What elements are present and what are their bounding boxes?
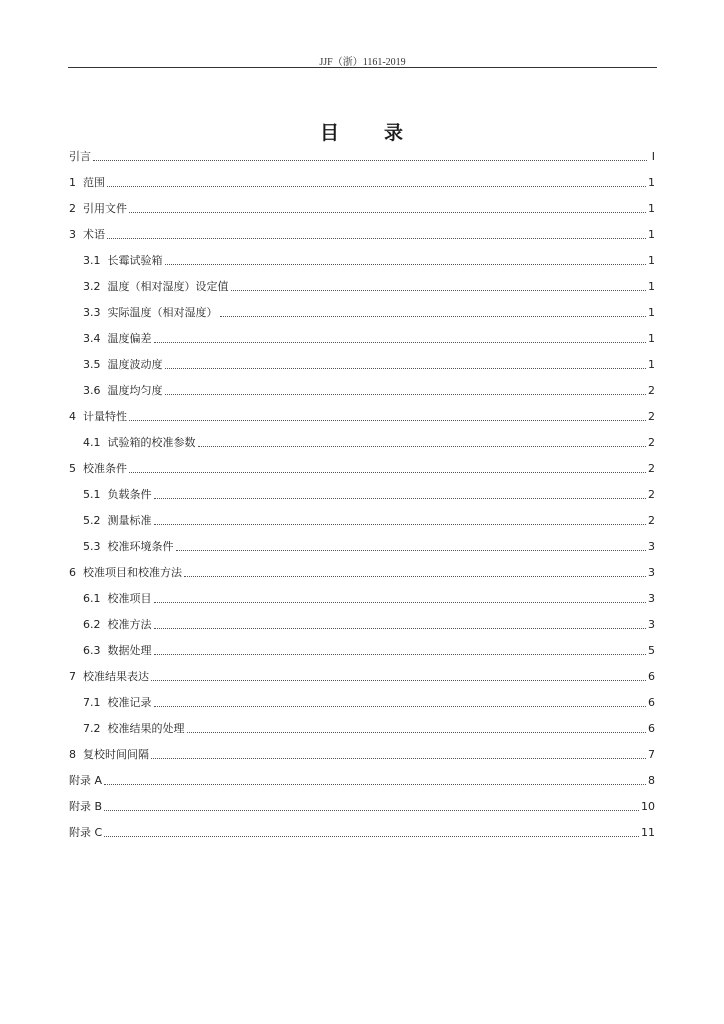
toc-dot-leader xyxy=(129,420,646,421)
toc-entry-label: 4 计量特性 xyxy=(69,410,127,423)
toc-dot-leader xyxy=(151,758,646,759)
toc-entry-page-number: 2 xyxy=(648,409,655,423)
toc-entry-page-number: 6 xyxy=(648,669,655,683)
toc-entry-label: 1 范围 xyxy=(69,176,105,189)
toc-dot-leader xyxy=(220,316,647,317)
toc-entry-label: 3.6 温度均匀度 xyxy=(83,384,163,397)
page-title xyxy=(0,118,724,145)
toc-dot-leader xyxy=(129,212,646,213)
toc-entry-label: 7.1 校准记录 xyxy=(83,696,152,709)
toc-entry[interactable] xyxy=(69,637,655,663)
toc-entry-page-number: 3 xyxy=(648,591,655,605)
toc-entry-page-number: 1 xyxy=(648,201,655,215)
toc-dot-leader xyxy=(165,264,647,265)
toc-entry[interactable] xyxy=(69,195,655,221)
toc-entry-label: 6.2 校准方法 xyxy=(83,618,152,631)
toc-entry-label: 8 复校时间间隔 xyxy=(69,748,149,761)
toc-entry-page-number: 5 xyxy=(648,643,655,657)
header-rule xyxy=(68,67,657,68)
toc-entry-label: 6 校准项目和校准方法 xyxy=(69,566,182,579)
toc-entry[interactable] xyxy=(69,793,655,819)
toc-dot-leader xyxy=(165,368,647,369)
toc-entry-page-number: 6 xyxy=(648,721,655,735)
toc-entry[interactable] xyxy=(69,351,655,377)
toc-entry[interactable] xyxy=(69,299,655,325)
toc-entry[interactable] xyxy=(69,221,655,247)
toc-entry[interactable] xyxy=(69,767,655,793)
title-char-right: 录 xyxy=(384,122,405,144)
toc-dot-leader xyxy=(165,394,647,395)
toc-entry-page-number: 2 xyxy=(648,487,655,501)
toc-entry-label: 5.2 测量标准 xyxy=(83,514,152,527)
toc-entry-page-number: 2 xyxy=(648,461,655,475)
toc-entry-label: 4.1 试验箱的校准参数 xyxy=(83,436,196,449)
toc-entry-label: 附录 C xyxy=(69,826,103,839)
toc-entry[interactable] xyxy=(69,611,655,637)
toc-entry-label: 3.4 温度偏差 xyxy=(83,332,152,345)
toc-entry-page-number: 11 xyxy=(641,825,655,839)
toc-entry[interactable] xyxy=(69,533,655,559)
toc-dot-leader xyxy=(107,186,646,187)
toc-entry[interactable] xyxy=(69,559,655,585)
toc-entry-page-number: 1 xyxy=(648,253,655,267)
toc-entry-page-number: I xyxy=(651,149,655,163)
toc-dot-leader xyxy=(154,654,647,655)
toc-dot-leader xyxy=(107,238,646,239)
toc-dot-leader xyxy=(104,784,646,785)
toc-entry-label: 7.2 校准结果的处理 xyxy=(83,722,185,735)
toc-dot-leader xyxy=(154,524,647,525)
toc-dot-leader xyxy=(231,290,647,291)
toc-entry-label: 6.3 数据处理 xyxy=(83,644,152,657)
toc-entry[interactable] xyxy=(69,507,655,533)
running-header: JJF（浙）1161-2019 xyxy=(319,57,406,68)
toc-entry-page-number: 1 xyxy=(648,331,655,345)
toc-entry[interactable] xyxy=(69,273,655,299)
toc-entry[interactable] xyxy=(69,429,655,455)
table-of-contents xyxy=(69,143,655,845)
toc-entry[interactable] xyxy=(69,403,655,429)
toc-dot-leader xyxy=(104,810,639,811)
toc-dot-leader xyxy=(187,732,647,733)
toc-entry-label: 7 校准结果表达 xyxy=(69,670,149,683)
toc-dot-leader xyxy=(93,160,647,161)
toc-entry-page-number: 2 xyxy=(648,435,655,449)
toc-entry[interactable] xyxy=(69,455,655,481)
toc-entry-label: 3 术语 xyxy=(69,228,105,241)
toc-dot-leader xyxy=(129,472,646,473)
toc-entry[interactable] xyxy=(69,741,655,767)
toc-entry-page-number: 10 xyxy=(641,799,655,813)
toc-dot-leader xyxy=(154,342,647,343)
toc-entry-page-number: 2 xyxy=(648,513,655,527)
toc-entry[interactable] xyxy=(69,325,655,351)
toc-entry-page-number: 1 xyxy=(648,227,655,241)
toc-dot-leader xyxy=(151,680,646,681)
toc-entry[interactable] xyxy=(69,247,655,273)
toc-dot-leader xyxy=(198,446,647,447)
toc-entry-label: 6.1 校准项目 xyxy=(83,592,152,605)
toc-entry-page-number: 2 xyxy=(648,383,655,397)
title-char-left: 目 xyxy=(319,122,340,144)
toc-dot-leader xyxy=(184,576,646,577)
toc-entry-page-number: 1 xyxy=(648,175,655,189)
toc-entry[interactable] xyxy=(69,715,655,741)
toc-entry-label: 3.2 温度（相对湿度）设定值 xyxy=(83,280,229,293)
toc-dot-leader xyxy=(104,836,639,837)
toc-entry[interactable] xyxy=(69,169,655,195)
toc-entry-label: 3.3 实际温度（相对湿度） xyxy=(83,306,218,319)
toc-entry[interactable] xyxy=(69,663,655,689)
toc-dot-leader xyxy=(154,498,647,499)
toc-entry[interactable] xyxy=(69,819,655,845)
toc-entry-label: 附录 B xyxy=(69,800,103,813)
toc-entry[interactable] xyxy=(69,143,655,169)
toc-entry-page-number: 1 xyxy=(648,357,655,371)
toc-entry-label: 5.3 校准环境条件 xyxy=(83,540,174,553)
toc-entry-label: 3.5 温度波动度 xyxy=(83,358,163,371)
toc-dot-leader xyxy=(154,706,647,707)
toc-dot-leader xyxy=(176,550,647,551)
toc-entry-page-number: 3 xyxy=(648,565,655,579)
toc-entry-page-number: 3 xyxy=(648,539,655,553)
toc-entry-label: 2 引用文件 xyxy=(69,202,127,215)
toc-entry-label: 3.1 长霉试验箱 xyxy=(83,254,163,267)
toc-entry-page-number: 8 xyxy=(648,773,655,787)
toc-entry-page-number: 1 xyxy=(648,279,655,293)
toc-entry-page-number: 3 xyxy=(648,617,655,631)
toc-entry[interactable] xyxy=(69,689,655,715)
toc-entry[interactable] xyxy=(69,481,655,507)
toc-entry-page-number: 1 xyxy=(648,305,655,319)
toc-entry-label: 附录 A xyxy=(69,774,103,787)
toc-entry-label: 5 校准条件 xyxy=(69,462,127,475)
toc-entry-page-number: 6 xyxy=(648,695,655,709)
toc-dot-leader xyxy=(154,628,647,629)
toc-entry[interactable] xyxy=(69,377,655,403)
toc-entry-page-number: 7 xyxy=(648,747,655,761)
toc-entry-label: 5.1 负载条件 xyxy=(83,488,152,501)
toc-entry[interactable] xyxy=(69,585,655,611)
toc-entry-label: 引言 xyxy=(69,150,91,163)
toc-dot-leader xyxy=(154,602,647,603)
